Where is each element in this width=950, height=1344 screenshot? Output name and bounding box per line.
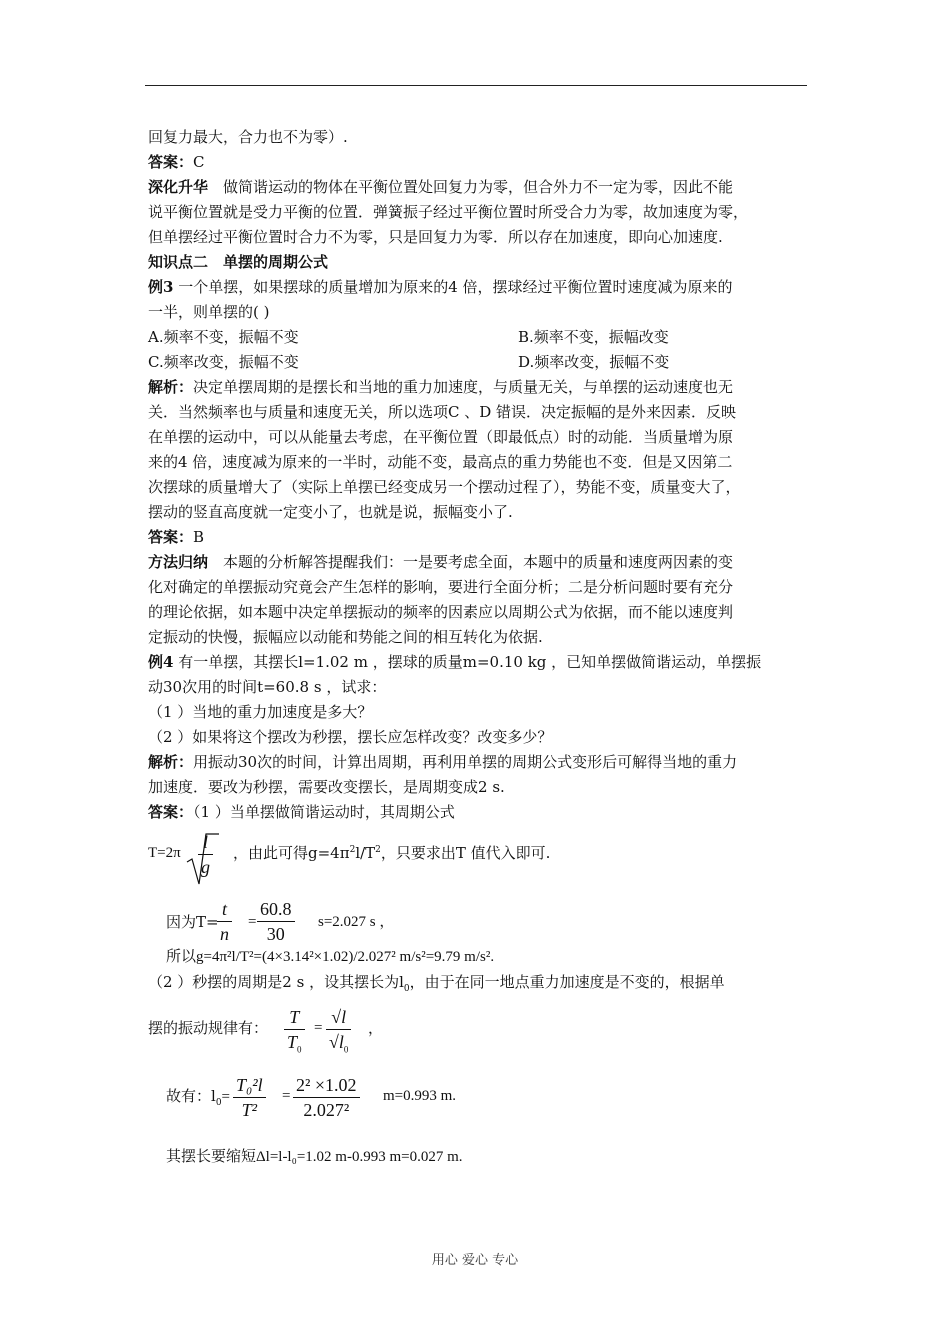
section-heading: 知识点二 单摆的周期公式 (148, 253, 329, 271)
formula-suffix: ，由此可得g=4π (233, 844, 350, 862)
answer-text: （1 ）当单摆做简谐运动时，其周期公式 (193, 803, 455, 821)
fraction-numerator: T₀²l (236, 1075, 263, 1095)
fraction-denominator (284, 1029, 305, 1055)
equals-sign: = (282, 1088, 291, 1104)
text-line: 加速度．要改为秒摆，需要改变摆长，是周期变成2 s. (148, 778, 505, 796)
text-line: （2 ）如果将这个摆改为秒摆，摆长应怎样改变？改变多少？ (148, 728, 553, 746)
den-main: √l (329, 1032, 344, 1052)
answer-label: 答案： (148, 153, 194, 171)
fraction-T-over-T0 (284, 1007, 305, 1055)
option-c: C.频率改变，振幅不变 (148, 353, 299, 371)
answer-label: 答案： (148, 528, 194, 546)
subscript: 0 (215, 1098, 222, 1108)
inline-label: 解析： (148, 753, 194, 771)
text-line: 动30次用的时间t=60.8 s ，试求： (148, 678, 387, 696)
period-formula-line (148, 843, 181, 863)
text-line: 在单摆的运动中，可以从能量去考虑，在平衡位置（即最低点）时的动能．当质量增为原 (148, 428, 734, 446)
option-d: D.频率改变，振幅不变 (518, 353, 670, 371)
fraction-denominator: 2.027² (293, 1097, 360, 1120)
subscript: 0 (343, 1044, 349, 1055)
formula-text (233, 843, 550, 863)
fraction-l-over-g (198, 832, 213, 877)
text-line: 关．当然频率也与质量和速度无关，所以选项C 、D 错误．决定振幅的是外来因素．反映 (148, 403, 737, 421)
equals-sign: = (221, 1089, 231, 1105)
subscript: 0 (297, 1044, 302, 1055)
fraction-denominator: T² (233, 1097, 266, 1120)
text-line: 来的4 倍，速度减为原来的一半时，动能不变，最高点的重力势能也不变．但是又因第二 (148, 453, 733, 471)
answer-line (148, 527, 204, 547)
subscript: 0 (403, 984, 410, 994)
superscript: 2 (375, 845, 381, 855)
text-line: 的理论依据，如本题中决定单摆振动的频率的因素应以周期公式为依据，而不能以速度判 (148, 603, 734, 621)
inline-label: 深化升华 (148, 178, 209, 196)
answer-value: C (193, 153, 205, 171)
fraction-T0sq-l-over-Tsq (233, 1075, 266, 1120)
second-part-a: （2 ）秒摆的周期是2 s ，设其摆长为l (148, 973, 404, 991)
text-line: 方法归纳 本题的分析解答提醒我们：一是要考虑全面，本题中的质量和速度两因素的变 (148, 553, 734, 571)
hence-prefix: 故有：l (166, 1087, 216, 1105)
fraction-denominator (326, 1029, 351, 1055)
text-line: 例4 有一单摆，其摆长l=1.02 m ，摆球的质量m=0.10 kg ，已知单摆做简谐运动，单摆振 (148, 653, 762, 671)
formula-tail: l/T (355, 844, 376, 862)
text-line: 回复力最大，合力也不为零）. (148, 128, 348, 146)
second-part-b: ，由于在同一地点重力加速度是不变的，根据单 (409, 973, 725, 991)
page-footer: 用心 爱心 专心 (431, 1253, 519, 1268)
option-b: B.频率不变，振幅改变 (518, 328, 669, 346)
formula-prefix: T=2π (148, 845, 181, 861)
answer-line (148, 802, 455, 822)
answer-line (148, 152, 205, 172)
fraction-denominator: g (198, 854, 213, 877)
fraction-sqrt-l-over-sqrt-l0 (326, 1007, 351, 1055)
equals-sign: = (248, 914, 257, 930)
second-part-line (148, 972, 725, 992)
because-suffix: s=2.027 s ， (318, 914, 395, 930)
formula-end: ，只要求出T 值代入即可. (380, 844, 551, 862)
text-line: 摆动的竖直高度就一定变小了，也就是说，振幅变小了. (148, 503, 513, 521)
fraction-numerator: T (289, 1007, 300, 1027)
fraction-denominator: 30 (257, 921, 295, 944)
text-line: 深化升华 做简谐运动的物体在平衡位置处回复力为零，但合外力不一定为零，因此不能 (148, 178, 734, 196)
fraction-608-over-30 (257, 899, 295, 944)
text-line: 一半，则单摆的( ) (148, 303, 270, 321)
den-main: T (287, 1032, 298, 1052)
fraction-denominator: n (217, 921, 232, 944)
text-line: 说平衡位置就是受力平衡的位置．弹簧振子经过平衡位置时所受合力为零，故加速度为零， (148, 203, 749, 221)
text-line: 解析：用振动30次的时间，计算出周期，再利用单摆的周期公式变形后可解得当地的重力 (148, 753, 738, 771)
text-line: 但单摆经过平衡位置时合力不为零，只是回复力为零．所以存在加速度，即向心加速度. (148, 228, 723, 246)
inline-label: 例4 (148, 653, 174, 671)
fraction-numerator: √l (331, 1007, 347, 1027)
so-line: 所以g=4π²l/T²=(4×3.14²×1.02)/2.027² m/s²=9.79 m/s². (166, 949, 495, 965)
text-line: 化对确定的单摆振动究竟会产生怎样的影响，要进行全面分析；二是分析问题时要有充分 (148, 578, 734, 596)
fraction-numerator: 2² ×1.02 (296, 1075, 357, 1095)
text-line: 例3 一个单摆，如果摆球的质量增加为原来的4 倍，摆球经过平衡位置时速度减为原来的 (148, 278, 733, 296)
text-line: 定振动的快慢，振幅应以动能和势能之间的相互转化为依据. (148, 628, 543, 646)
fraction-numerator: 60.8 (260, 899, 292, 919)
fraction-numeric (293, 1075, 360, 1120)
hence-line (166, 1086, 230, 1107)
fraction-t-over-n (217, 899, 232, 944)
answer-label: 答案： (148, 803, 194, 821)
fraction-numerator: t (221, 899, 227, 919)
answer-value: B (193, 528, 205, 546)
law-end: ， (368, 1019, 384, 1037)
inline-label: 方法归纳 (148, 553, 209, 571)
equals-sign: = (314, 1020, 323, 1036)
fraction-numerator: l (202, 832, 208, 852)
header-rule (145, 85, 807, 86)
law-prefix: 摆的振动规律有： (148, 1019, 269, 1037)
superscript: 2 (349, 845, 356, 855)
text-line: （1 ）当地的重力加速度是多大？ (148, 703, 373, 721)
text-line: 解析：决定单摆周期的是摆长和当地的重力加速度，与质量无关，与单摆的运动速度也无 (148, 378, 734, 396)
hence-result: m=0.993 m. (383, 1088, 457, 1104)
text-line: 次摆球的质量增大了（实际上单摆已经变成另一个摆动过程了），势能不变，质量变大了， (148, 478, 741, 496)
shorten-line: 其摆长要缩短Δl=l-l₀=1.02 m-0.993 m=0.027 m. (166, 1149, 463, 1165)
because-prefix: 因为T= (166, 913, 219, 931)
option-a: A.频率不变，振幅不变 (148, 328, 299, 346)
inline-label: 解析： (148, 378, 194, 396)
inline-label: 例3 (148, 278, 174, 296)
